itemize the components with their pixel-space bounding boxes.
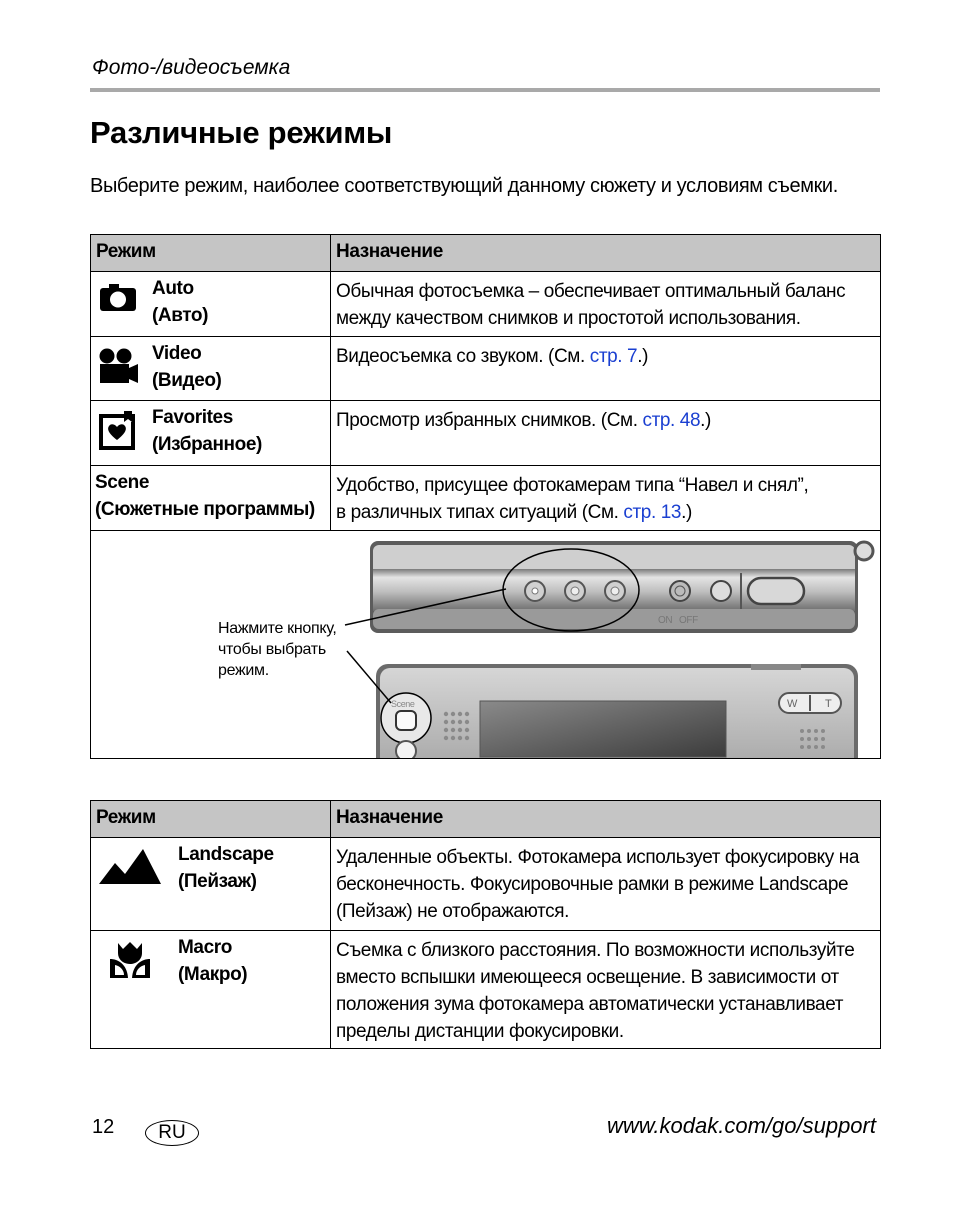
favorites-heart-icon [98, 410, 138, 450]
video-camera-icon [99, 348, 139, 384]
column-header-purpose: Назначение [331, 235, 881, 272]
mountain-icon [99, 848, 161, 884]
mode-description: Видеосъемка со звуком. (См. стр. 7.) [336, 346, 649, 367]
page-link[interactable]: стр. 7 [589, 346, 638, 367]
section-title: Фото-/видеосъемка [92, 56, 291, 79]
zoom-w-label: W [787, 698, 797, 710]
zoom-t-label: T [825, 698, 832, 710]
camera-illustration [91, 531, 881, 759]
table-row [91, 272, 881, 337]
modes-table-1 [90, 234, 881, 759]
column-header-mode: Режим [91, 801, 331, 838]
language-badge: RU [145, 1120, 199, 1146]
mode-description: Съемка с близкого расстояния. По возможности используйте вместо вспышки имеющееся освещение. В зависимости от положения зума фотокамера автоматически устанавливает пределы дистанции фокусировки. [336, 940, 855, 1042]
purpose-cell-macro [331, 931, 881, 1049]
table-row [91, 466, 881, 531]
mode-description: Удаленные объекты. Фотокамера использует фокусировку на бесконечность. Фокусировочные рамки в режиме Landscape (Пейзаж) не отображаются. [336, 847, 860, 922]
illustration-cell [91, 531, 881, 759]
mode-description: Обычная фотосъемка – обеспечивает оптимальный баланс между качеством снимков и простотой использования. [336, 281, 846, 329]
camera-on-label: ON [658, 615, 673, 626]
mode-cell-macro [91, 931, 331, 1049]
camera-icon [99, 284, 137, 312]
table-row [91, 337, 881, 401]
table-row [91, 931, 881, 1049]
page-number: 12 [92, 1116, 115, 1138]
mode-name: Video [152, 343, 202, 364]
mode-name-ru: (Макро) [178, 964, 248, 985]
page-title: Различные режимы [90, 115, 393, 150]
mode-name-ru: (Пейзаж) [178, 871, 257, 892]
table-row [91, 838, 881, 931]
column-header-purpose: Назначение [331, 801, 881, 838]
column-header-mode: Режим [91, 235, 331, 272]
table-row [91, 401, 881, 466]
page-link[interactable]: стр. 13 [623, 502, 682, 523]
modes-table-2 [90, 800, 881, 1049]
scene-button-label: Scene [391, 699, 415, 709]
purpose-cell-landscape [331, 838, 881, 931]
mode-name: Auto [152, 278, 194, 299]
mode-name: Landscape [178, 844, 274, 865]
mode-cell-scene [91, 466, 331, 531]
mode-description: Удобство, присущее фотокамерам типа “Навел и снял”, в различных типах ситуаций (См. стр. 13.) [336, 475, 809, 523]
table-header-row [91, 235, 881, 272]
purpose-cell-auto [331, 272, 881, 337]
flower-macro-icon [110, 941, 150, 979]
mode-name-ru: (Избранное) [152, 434, 262, 455]
mode-cell-landscape [91, 838, 331, 931]
support-url[interactable]: www.kodak.com/go/support [606, 1113, 876, 1138]
purpose-cell-video [331, 337, 881, 401]
mode-cell-favorites [91, 401, 331, 466]
purpose-cell-scene [331, 466, 881, 531]
mode-name: Scene [95, 472, 149, 493]
page-link[interactable]: стр. 48 [642, 410, 701, 431]
mode-name-ru: (Сюжетные программы) [95, 499, 315, 520]
mode-name: Macro [178, 937, 232, 958]
callout-text: Нажмите кнопку, чтобы выбрать режим. [218, 620, 337, 679]
camera-off-label: OFF [679, 615, 698, 626]
purpose-cell-favorites [331, 401, 881, 466]
mode-cell-auto [91, 272, 331, 337]
mode-cell-video [91, 337, 331, 401]
header-rule [90, 88, 880, 92]
mode-name: Favorites [152, 407, 233, 428]
illustration-row [91, 531, 881, 759]
table-header-row [91, 801, 881, 838]
mode-name-ru: (Авто) [152, 305, 209, 326]
mode-description: Просмотр избранных снимков. (См. стр. 48.) [336, 410, 711, 431]
mode-name-ru: (Видео) [152, 370, 222, 391]
intro-text: Выберите режим, наиболее соответствующий данному сюжету и условиям съемки. [90, 175, 838, 197]
